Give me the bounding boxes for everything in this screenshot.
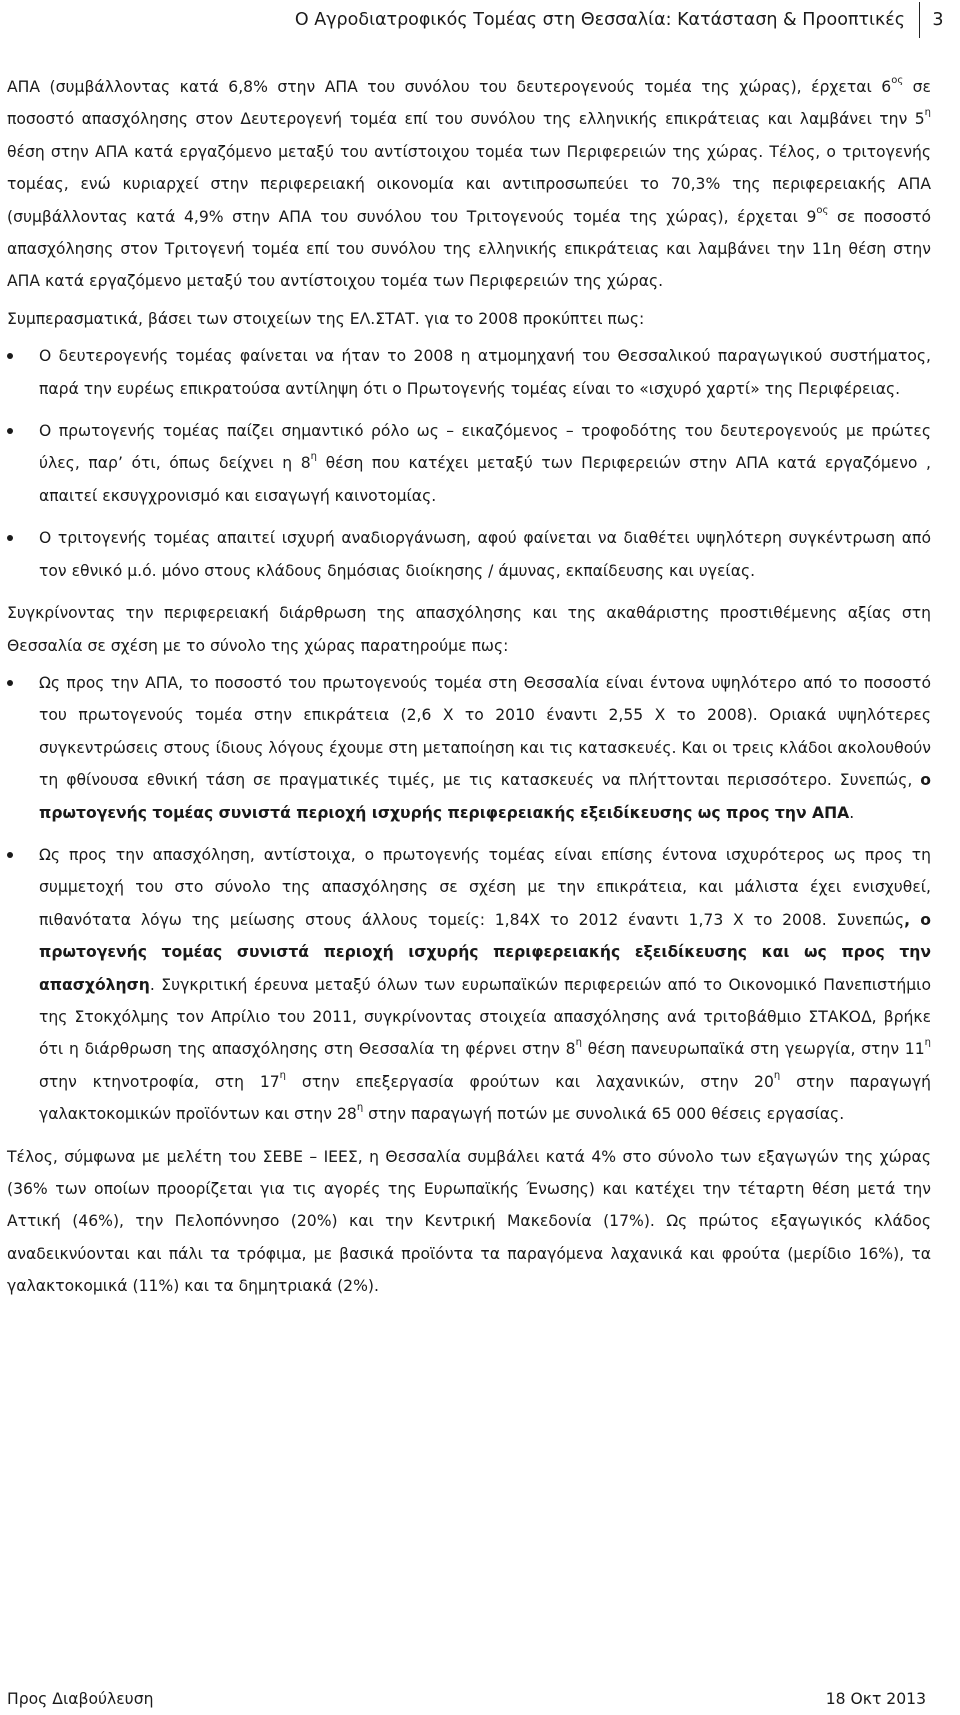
conclusions-list	[7, 340, 931, 587]
bold-text: ο πρωτογενής τομέας συνιστά περιοχή ισχυρής περιφερειακής εξειδίκευσης ως προς την ΑΠΑ	[39, 771, 931, 822]
text-run: Ως προς την απασχόληση, αντίστοιχα, ο πρωτογενής τομέας είναι επίσης έντονα ισχυρότερος ως προς τη συμμετοχή του στο σύνολο της απασχόλησης σε σχέση με την επικράτεια, και μάλιστα έχει ενισχυθεί, πιθανότατα λόγω της μείωσης στους άλλους τομείς: 1,84Χ το 2012 έναντι 1,73 Χ το 2008. Συνεπώς	[39, 845, 931, 929]
paragraph-sector-overview	[7, 71, 931, 298]
text-run: στην παραγωγή γαλακτοκομικών προϊόντων και στην 28	[39, 1072, 931, 1124]
paragraph-comparison-intro: Συγκρίνοντας την περιφερειακή διάρθρωση της απασχόλησης και της ακαθάριστης προστιθέμενης αξίας στη Θεσσαλία σε σχέση με το σύνολο της χώρας παρατηρούμε πως:	[7, 604, 931, 655]
superscript: η	[773, 1069, 781, 1081]
list-item	[7, 340, 931, 405]
paragraph-conclusions-intro: Συμπερασματικά, βάσει των στοιχείων της ΕΛ.ΣΤΑΤ. για το 2008 προκύπτει πως:	[7, 309, 645, 328]
page-header	[0, 0, 960, 60]
superscript: η	[924, 107, 931, 119]
text-run: Ως προς την ΑΠΑ, το ποσοστό του πρωτογενούς τομέα στη Θεσσαλία είναι έντονα υψηλότερο από το ποσοστό του πρωτογενούς τομέα στην επικράτεια (2,6 Χ το 2010 έναντι 2,55 Χ το 2008). Οριακά υψηλότερες συγκεντρώσεις στους ίδιους λόγους έχουμε στη μεταποίηση και τις κατασκευές. Και οι τρεις κλάδοι ακολουθούν τη φθίνουσα εθνική τάση σε πραγματικές τιμές, με τις κατασκευές να πλήττονται περισσότερο. Συνεπώς,	[39, 673, 931, 790]
superscript: ος	[891, 75, 904, 86]
superscript: η	[924, 1037, 931, 1049]
superscript: ος	[816, 204, 829, 216]
text-run: Ο πρωτογενής τομέας παίζει σημαντικό ρόλο ως – εικαζόμενος – τροφοδότης του δευτερογενούς με πρώτες ύλες, παρ’ ότι, όπως δείχνει η 8	[39, 422, 931, 473]
bold-text: , ο πρωτογενής τομέας συνιστά περιοχή ισχυρής περιφερειακής εξειδίκευσης και ως προς την απασχόληση	[39, 910, 931, 994]
text-run: στην επεξεργασία φρούτων και λαχανικών, στην 20	[286, 1072, 774, 1091]
document-title: Ο Αγροδιατροφικός Τομέας στη Θεσσαλία: Κατάσταση & Προοπτικές	[295, 2, 920, 38]
list-item	[7, 667, 931, 829]
text-run: . Συγκριτική έρευνα μεταξύ όλων των ευρωπαϊκών περιφερειών από το Οικονομικό Πανεπιστήμιο της Στοκχόλμης τον Απρίλιο του 2011, συγκρίνοντας στοιχεία απασχόλησης ανά τριτοβάθμιο ΣΤΑΚΟΔ, βρήκε ότι η διάρθρωση της απασχόλησης στη Θεσσαλία τη φέρνει στην 8	[39, 975, 931, 1059]
text-run: Ο δευτερογενής τομέας φαίνεται να ήταν το 2008 η ατμομηχανή του Θεσσαλικού παραγωγικού συστήματος, παρά την ευρέως επικρατούσα αντίληψη ότι ο Πρωτογενής τομέας είναι το «ισχυρό χαρτί» της Περιφέρειας.	[39, 347, 931, 398]
text-run: ΑΠΑ (συμβάλλοντας κατά 6,8% στην ΑΠΑ του συνόλου του δευτερογενούς τομέα της χώρας), έρχεται 6	[7, 78, 892, 96]
footer-status: Προς Διαβούλευση	[7, 1690, 154, 1708]
text-run: θέση στην ΑΠΑ κατά εργαζόμενο μεταξύ του αντίστοιχου τομέα των Περιφερειών της χώρας. Τέλος, ο τριτογενής τομέας, ενώ κυριαρχεί στην περιφερειακή οικονομία και αντιπροσωπεύει το 70,3% της περιφερειακής ΑΠΑ (συμβάλλοντας κατά 4,9% στην ΑΠΑ του συνόλου του Τριτογενούς τομέα της χώρας), έρχεται 9	[7, 142, 931, 226]
text-run: θέση πανευρωπαϊκά στη γεωργία, στην 11	[581, 1040, 925, 1059]
superscript: η	[279, 1069, 287, 1081]
superscript: η	[356, 1102, 364, 1114]
text-run: θέση που κατέχει μεταξύ των Περιφερειών στην ΑΠΑ κατά εργαζόμενο , απαιτεί εκσυγχρονισμό και εισαγωγή καινοτομίας.	[39, 454, 932, 505]
superscript: η	[575, 1037, 582, 1049]
list-item	[7, 415, 931, 512]
list-item	[7, 839, 931, 1131]
text-run: .	[849, 803, 855, 822]
page-footer	[0, 1688, 960, 1715]
document-body	[7, 71, 931, 1308]
list-item	[7, 522, 931, 587]
page-number: 3	[932, 10, 944, 30]
paragraph-exports: Τέλος, σύμφωνα με μελέτη του ΣΕΒΕ – ΙΕΕΣ, η Θεσσαλία συμβάλει κατά 4% στο σύνολο των εξαγωγών της χώρας (36% των οποίων προορίζεται για τις αγορές της Ευρωπαϊκής Ένωσης) και κατέχει την τέταρτη θέση μετά την Αττική (46%), την Πελοπόννησο (20%) και την Κεντρική Μακεδονία (17%). Ως πρώτος εξαγωγικός κλάδος αναδεικνύονται και πάλι τα τρόφιμα, με βασικά προϊόντα τα παραγόμενα λαχανικά και φρούτα (μερίδιο 16%), τα γαλακτοκομικά (11%) και τα δημητριακά (2%).	[7, 1147, 931, 1296]
text-run: στην κτηνοτροφία, στη 17	[39, 1072, 280, 1091]
text-run: σε ποσοστό απασχόλησης στον Δευτερογενή τομέα επί του συνόλου της ελληνικής επικράτειας και λαμβάνει την 5	[7, 78, 931, 129]
text-run: στην παραγωγή ποτών με συνολικά 65 000 θέσεις εργασίας.	[363, 1105, 845, 1124]
footer-date: 18 Οκτ 2013	[825, 1690, 926, 1708]
text-run: σε ποσοστό απασχόλησης στον Τριτογενή τομέα επί του συνόλου της ελληνικής επικράτειας και λαμβάνει την 11η θέση στην ΑΠΑ κατά εργαζόμενο μεταξύ του αντίστοιχου τομέα των Περιφερειών της χώρας.	[7, 207, 931, 291]
text-run: Ο τριτογενής τομέας απαιτεί ισχυρή αναδιοργάνωση, αφού φαίνεται να διαθέτει υψηλότερη συγκέντρωση από τον εθνικό μ.ό. μόνο στους κλάδους δημόσιας διοίκησης / άμυνας, εκπαίδευσης και υγείας.	[39, 529, 931, 580]
superscript: η	[310, 451, 317, 463]
comparison-list	[7, 667, 931, 1131]
